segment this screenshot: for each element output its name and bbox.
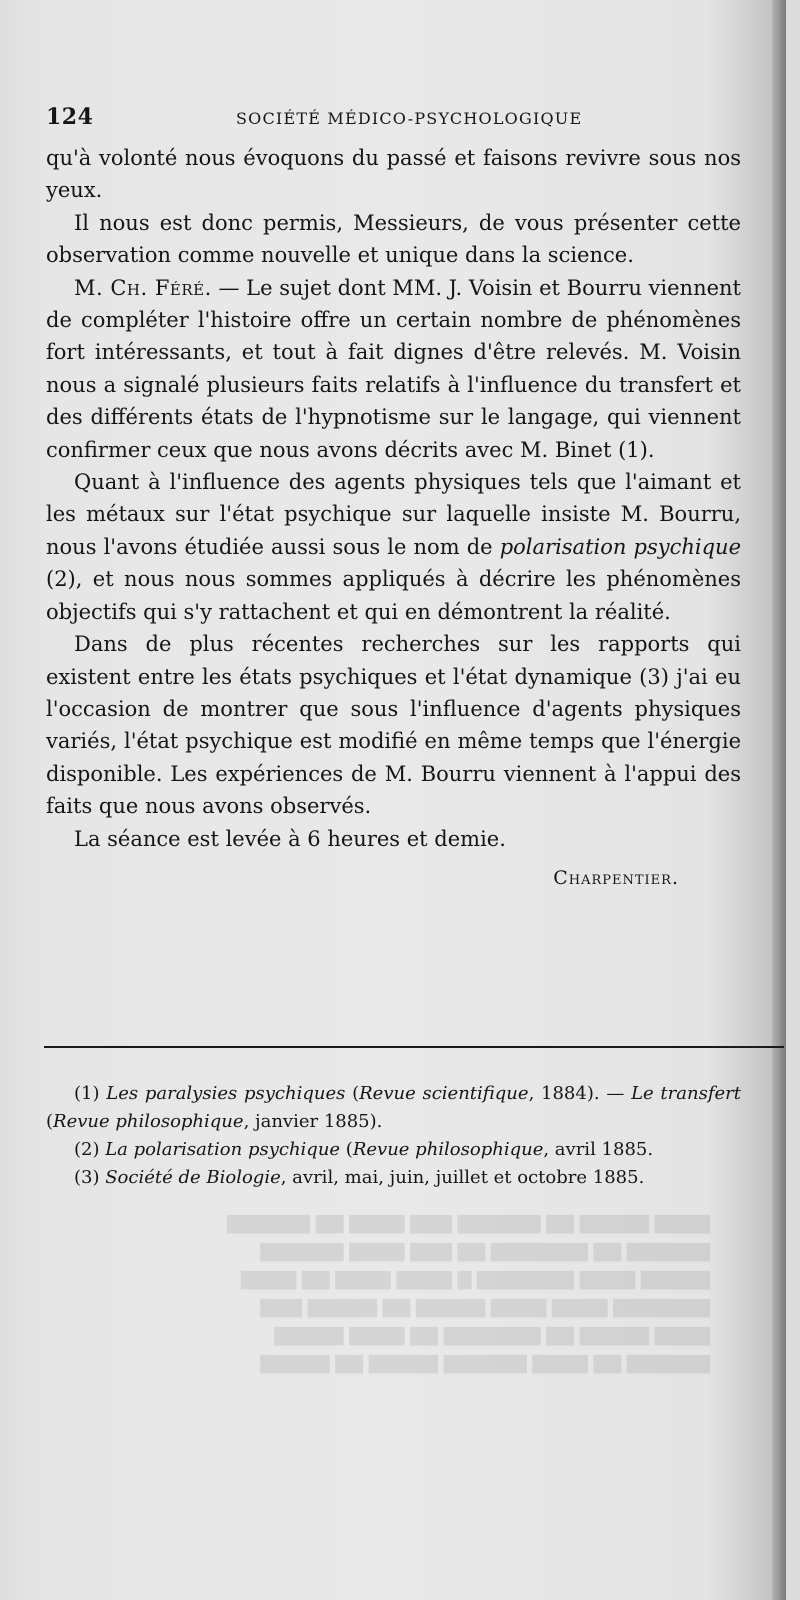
footnote-2-mark: (2) <box>74 1139 106 1160</box>
speaker-name: M. Ch. Féré. <box>74 275 212 300</box>
show-through-texture: ▇▇▇▇ ▇▇▇▇▇ ▇▇ ▇▇▇▇▇▇ ▇▇▇ ▇▇▇▇ ▇▇ ▇▇▇▇▇▇ ▇▇▇▇▇▇ ▇▇ ▇▇▇▇▇▇▇ ▇▇ ▇▇▇ ▇▇▇▇ ▇▇▇▇▇▇ ▇▇▇▇▇ ▇▇▇▇ ▇▇▇▇▇▇▇ ▇ ▇▇▇▇ ▇▇▇▇ ▇▇ ▇▇▇▇ ▇▇▇▇▇▇▇ ▇▇▇▇ ▇▇▇▇ ▇▇▇▇▇ ▇▇ ▇▇▇▇▇ ▇▇▇ ▇▇▇▇ ▇▇▇▇▇ ▇▇ ▇▇▇▇▇▇▇ ▇▇ ▇▇▇▇ ▇▇▇▇▇ ▇▇▇▇▇▇ ▇▇ ▇▇▇▇ ▇▇▇▇▇▇ ▇▇▇▇▇ ▇▇ ▇▇▇▇▇ <box>226 1213 710 1374</box>
page-edge-shadow <box>772 0 786 1600</box>
paragraph-agents <box>46 466 741 628</box>
footnote-2-date: , avril 1885. <box>543 1139 654 1160</box>
footnote-2-source: Revue philosophique <box>352 1139 544 1160</box>
footnote-1: (1) Les paralysies psychiques (Revue scientifique, 1884). — Le transfert (Revue philosophique, janvier 1885). <box>46 1083 741 1132</box>
footnote-2-title: La polarisation psychique <box>105 1139 341 1160</box>
footnote-1-mark: (1) <box>74 1083 107 1104</box>
footnote-1-date-b: , janvier 1885). <box>243 1111 383 1132</box>
footnote-1-source-a: Revue scientifique <box>359 1083 529 1104</box>
running-head: SOCIÉTÉ MÉDICO-PSYCHOLOGIQUE <box>236 109 583 128</box>
paragraph-conclusion: Il nous est donc permis, Messieurs, de vous présenter cette observation comme nouvelle et unique dans la science. <box>46 210 741 268</box>
speaker-dash: — <box>211 275 247 300</box>
paragraph-continuation: qu'à volonté nous évoquons du passé et faisons revivre sous nos yeux. <box>46 146 741 203</box>
page-number: 124 <box>46 104 94 130</box>
footnote-3-mark: (3) <box>74 1167 106 1188</box>
footnotes <box>46 1080 741 1192</box>
footnote-1-source-b: Revue philosophique <box>53 1111 244 1132</box>
paragraph-agents-text-b: (2), et nous nous sommes appliqués à décrire les phénomènes objectifs qui s'y rattachent et qui en démontrent la réalité. <box>46 567 741 624</box>
footnote-1-title-b: Le transfert <box>631 1083 741 1104</box>
signature: Charpentier. <box>553 866 679 889</box>
footnote-2: (2) La polarisation psychique (Revue philosophique, avril 1885. <box>74 1139 654 1160</box>
paragraph-fere <box>46 272 741 466</box>
paragraph-seance: La séance est levée à 6 heures et demie. <box>74 826 506 851</box>
paragraph-fere-text: Le sujet dont MM. J. Voisin et Bourru viennent de compléter l'histoire offre un certain nombre de phénomènes fort intéressants, et tout à fait dignes d'être relevés. M. Voisin nous a signalé plusieurs faits relatifs à l'influence du transfert et des différents états de l'hypnotisme sur le langage, qui viennent confirmer ceux que nous avons décrits avec M. Binet (1). <box>46 275 741 462</box>
footnote-rule <box>44 1046 784 1048</box>
footnote-1-title-a: Les paralysies psychiques <box>106 1083 346 1104</box>
term-polarisation: polarisation psychique <box>499 534 741 559</box>
footnote-3 <box>46 1164 741 1192</box>
paragraph-agents-text-a: Quant à l'influence des agents physiques tels que l'aimant et les métaux sur l'état psychique sur laquelle insiste M. Bourru, nous l'avons étudiée aussi sous le nom de <box>46 470 741 559</box>
page-header <box>46 104 746 134</box>
footnote-3-date: , avril, mai, juin, juillet et octobre 1885. <box>280 1167 645 1188</box>
paragraph-research: Dans de plus récentes recherches sur les rapports qui existent entre les états psychiques et l'état dynamique (3) j'ai eu l'occasion de montrer que sous l'influence d'agents physiques variés, l'état psychique est modifié en même temps que l'énergie disponible. Les expériences de M. Bourru viennent à l'appui des faits que nous avons observés. <box>46 632 741 819</box>
footnote-3-source: Société de Biologie <box>105 1167 281 1188</box>
main-text <box>46 142 741 889</box>
footnote-1-year-a: , 1884). — <box>528 1083 632 1104</box>
